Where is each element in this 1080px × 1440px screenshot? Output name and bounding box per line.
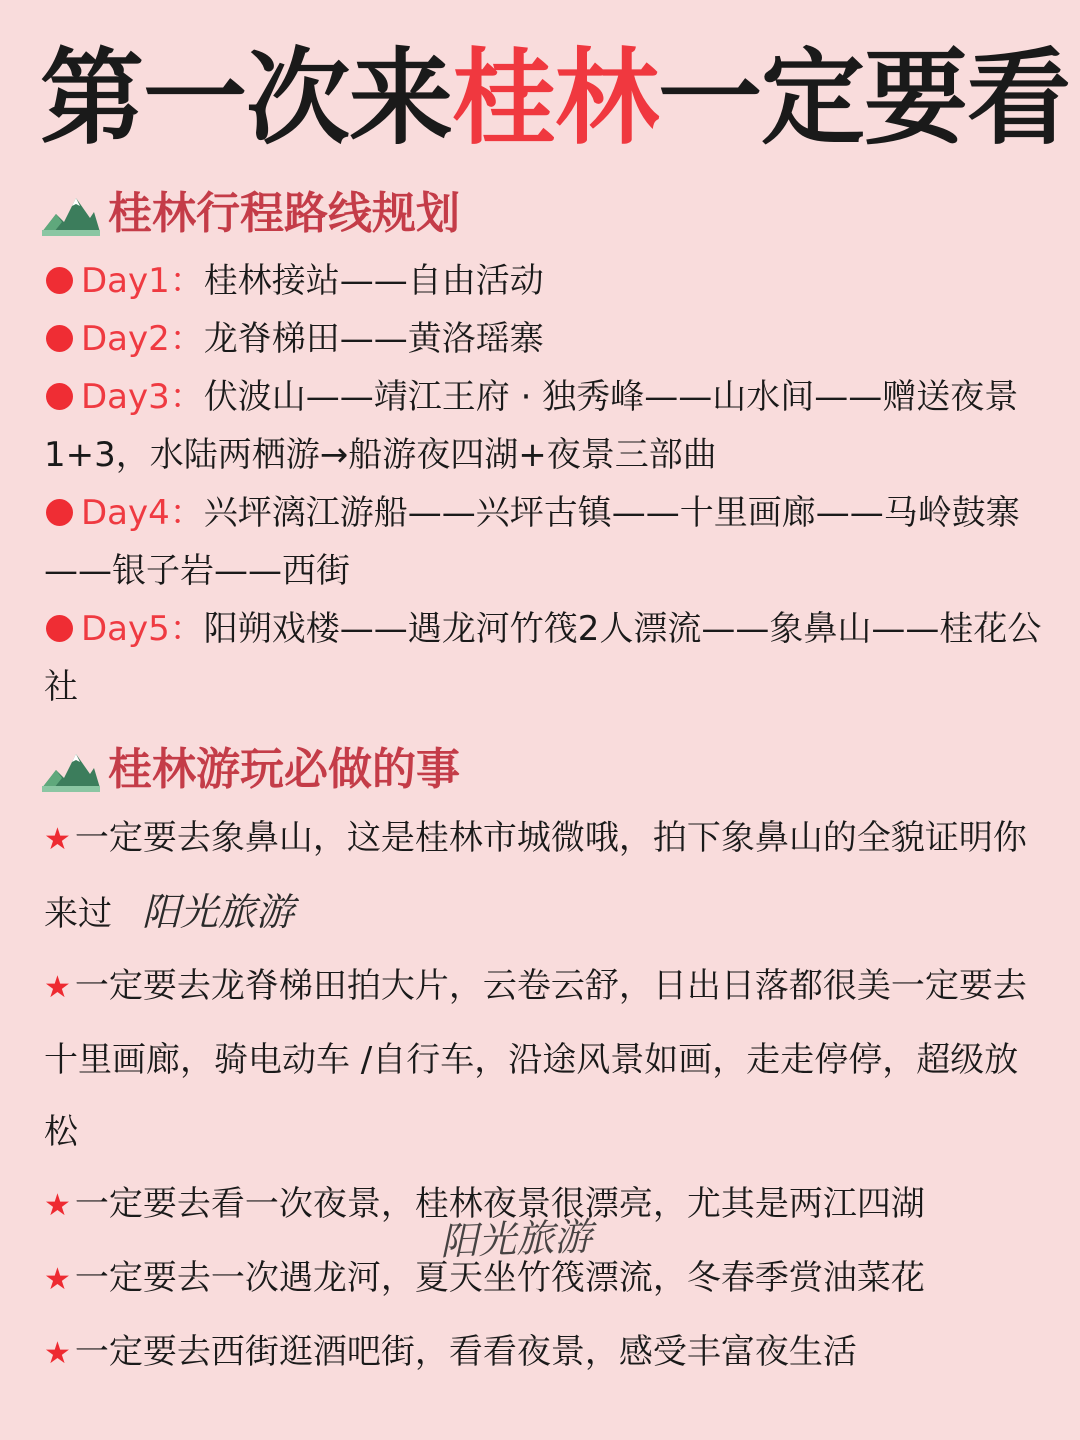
itinerary-list (44, 252, 1044, 716)
day-label: Day3： (81, 377, 204, 417)
list-item (44, 600, 1044, 716)
section-heading-label: 桂林游玩必做的事 (108, 744, 460, 795)
title-part1: 第一次来 (40, 37, 453, 159)
list-item (44, 802, 1044, 950)
todo-list (44, 802, 1044, 1390)
title-highlight: 桂林 (452, 37, 659, 159)
day-text: 桂林接站——自由活动 (203, 261, 544, 301)
day-label: Day2： (81, 319, 204, 359)
page-title (40, 28, 1071, 168)
item-text: 一定要去看一次夜景，桂林夜景很漂亮，尤其是两江四湖 (74, 1184, 925, 1224)
star-icon: ★ (44, 822, 71, 857)
red-dot-icon (46, 383, 73, 410)
day-label: Day5： (81, 609, 204, 649)
red-dot-icon (46, 615, 73, 642)
item-text: 一定要去象鼻山，这是桂林市城微哦，拍下象鼻山的全貌证明你来过 (44, 818, 1027, 934)
red-dot-icon (46, 499, 73, 526)
list-item (44, 310, 1044, 368)
item-text: 一定要去一次遇龙河，夏天坐竹筏漂流，冬春季赏油菜花 (74, 1258, 925, 1298)
title-part3: 一定要看 (658, 37, 1071, 159)
watermark: 阳光旅游 (439, 1214, 593, 1264)
star-icon: ★ (44, 1188, 71, 1223)
star-icon: ★ (44, 1262, 71, 1297)
list-item (44, 368, 1044, 484)
item-text: 一定要去龙脊梯田拍大片，云卷云舒，日出日落都很美一定要去十里画廊，骑电动车 /自行车，沿途风景如画，走走停停，超级放松 (44, 966, 1027, 1152)
red-dot-icon (46, 267, 73, 294)
day-text: 伏波山——靖江王府 · 独秀峰——山水间——赠送夜景1+3，水陆两栖游→船游夜四湖+夜景三部曲 (44, 377, 1019, 475)
red-dot-icon (46, 325, 73, 352)
mountain-icon (42, 748, 100, 792)
day-text: 龙脊梯田——黄洛瑶寨 (203, 319, 544, 359)
list-item (44, 484, 1044, 600)
day-label: Day4： (81, 493, 204, 533)
mountain-icon (42, 192, 100, 236)
list-item (44, 950, 1044, 1168)
section-itinerary-heading (42, 184, 460, 244)
item-text: 一定要去西街逛酒吧街，看看夜景，感受丰富夜生活 (74, 1332, 857, 1372)
watermark: 阳光旅游 (142, 890, 295, 934)
list-item (44, 252, 1044, 310)
list-item (44, 1316, 1044, 1390)
day-text: 兴坪漓江游船——兴坪古镇——十里画廊——马岭鼓寨——银子岩——西街 (44, 493, 1020, 591)
star-icon: ★ (44, 970, 71, 1005)
day-label: Day1： (81, 261, 204, 301)
section-heading-label: 桂林行程路线规划 (108, 188, 460, 239)
section-todo-heading (42, 740, 460, 800)
star-icon: ★ (44, 1336, 71, 1371)
day-text: 阳朔戏楼——遇龙河竹筏2人漂流——象鼻山——桂花公社 (44, 609, 1042, 707)
